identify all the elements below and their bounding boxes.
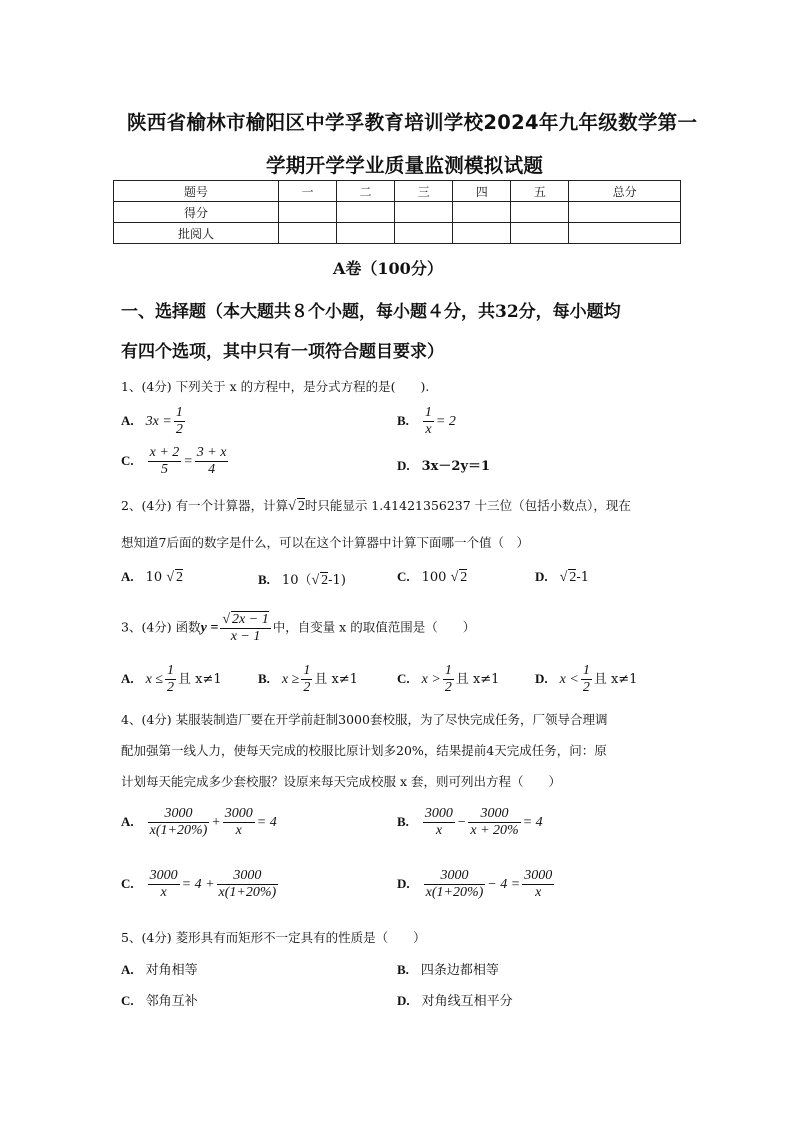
math-text: − (456, 815, 467, 830)
stem-text: 中，自变量 x 的取值范围是（ ） (272, 619, 476, 635)
fraction (581, 663, 592, 696)
option-label: D. (397, 876, 410, 891)
score-cell (279, 202, 337, 223)
math-text: = 4 + (181, 877, 215, 892)
option-label: A. (121, 814, 134, 829)
radicand: 2 (321, 573, 329, 588)
question-2-option-a (121, 569, 183, 586)
option-label: C. (121, 993, 134, 1008)
question-5-stem: 5、(4分) 菱形具有而矩形不一定具有的性质是（ ） (121, 930, 426, 945)
math-text: x ≤ (145, 672, 164, 687)
denominator: x (235, 823, 242, 838)
denominator: x(1+20%) (425, 885, 484, 900)
option-label: B. (397, 814, 409, 829)
fraction (174, 405, 185, 438)
question-4-stem-line-2: 配加强第一线人力，使每天完成的校服比原计划多20%，结果提前4天完成任务，问：原 (121, 743, 607, 758)
option-label: B. (397, 413, 409, 428)
denominator: x (160, 885, 167, 900)
numerator: 3000 (148, 806, 210, 823)
math-text: x ≥ (281, 672, 300, 687)
math-text: x > (421, 672, 441, 687)
fraction (165, 663, 176, 696)
fraction (424, 868, 486, 901)
section-a-heading: A卷（100分） (333, 259, 443, 278)
option-label: C. (397, 569, 410, 584)
numerator: x + 2 (149, 445, 180, 460)
denominator: x (535, 885, 542, 900)
question-1-stem: 1、(4分) 下列关于 x 的方程中，是分式方程的是( ). (121, 379, 430, 394)
question-5-option-d (397, 990, 513, 1009)
option-text: -1) (328, 573, 346, 588)
score-table (113, 180, 681, 244)
math-text: y = (200, 620, 219, 636)
radicand: 2 (460, 570, 468, 585)
score-cell (453, 223, 511, 244)
question-1-option-a (121, 405, 187, 438)
math-text: 3x = (145, 414, 172, 429)
denominator: x − 1 (230, 629, 261, 644)
header-cell: 四 (453, 181, 511, 202)
sqrt-symbol: √ 2 (288, 499, 305, 514)
denominator: 2 (444, 680, 452, 695)
option-label: C. (397, 671, 410, 686)
math-text: = 2 (435, 414, 456, 429)
option-label: A. (121, 962, 134, 977)
stem-text: 3、(4分) 函数 (121, 619, 201, 635)
header-cell: 二 (337, 181, 395, 202)
row-label: 批阅人 (114, 223, 279, 244)
option-label: B. (258, 572, 270, 587)
sqrt-symbol: √ 2 (559, 570, 577, 585)
fraction (148, 868, 180, 901)
score-cell (395, 223, 453, 244)
denominator: x(1+20%) (149, 823, 208, 838)
question-1-option-c (121, 445, 230, 478)
denominator: 2 (175, 422, 183, 437)
fraction (468, 806, 520, 839)
score-cell (395, 202, 453, 223)
question-5-option-c (121, 990, 198, 1009)
denominator: x + 20% (470, 823, 519, 838)
question-2-stem-line-1 (121, 496, 631, 515)
header-cell: 题号 (114, 181, 279, 202)
denominator: x (425, 422, 432, 437)
question-2-stem-line-2: 想知道7后面的数字是什么，可以在这个计算器中计算下面哪一个值（ ） (121, 535, 529, 550)
question-5-option-a (121, 959, 198, 978)
question-4-option-b (397, 806, 543, 839)
option-text: 对角相等 (145, 963, 198, 978)
score-cell (569, 202, 681, 223)
option-label: A. (121, 671, 134, 686)
question-2-option-c (397, 569, 467, 586)
numerator: 3000 (424, 806, 453, 821)
option-text: 邻角互补 (145, 994, 198, 1009)
question-3-option-d (535, 663, 637, 696)
question-1-option-b (397, 405, 456, 438)
score-cell (337, 223, 395, 244)
sqrt-symbol: √ 2 (166, 570, 184, 585)
option-label: D. (397, 993, 410, 1008)
numerator: √ 2x − 1 (222, 612, 269, 627)
question-4-option-a (121, 806, 277, 839)
fraction (217, 868, 279, 901)
math-text: = 4 (522, 815, 543, 830)
denominator: 2 (582, 680, 590, 695)
fraction (301, 663, 312, 696)
score-table-header (114, 181, 681, 202)
numerator: 3000 (224, 806, 253, 821)
fraction (195, 445, 229, 478)
question-2-option-d (535, 569, 589, 586)
stem-text: 2、(4分) 有一个计算器，计算 (121, 498, 289, 513)
option-label: A. (121, 569, 134, 584)
header-cell: 五 (511, 181, 569, 202)
option-label: C. (121, 876, 134, 891)
fraction (223, 806, 255, 839)
question-4-option-c (121, 868, 280, 901)
fraction (148, 445, 182, 478)
question-3-option-c (397, 663, 499, 696)
option-text: 3x－2y＝1 (421, 459, 491, 474)
score-cell (337, 202, 395, 223)
header-cell: 一 (279, 181, 337, 202)
math-text: − 4 = (487, 877, 521, 892)
numerator: 1 (424, 405, 432, 420)
header-cell: 总分 (569, 181, 681, 202)
radicand: 2x − 1 (232, 612, 269, 627)
question-4-stem-line-1: 4、(4分) 某服装制造厂要在开学前赶制3000套校服，为了尽快完成任务，厂领导合理调 (121, 712, 608, 727)
option-text: 且 x≠1 (455, 672, 500, 687)
section-1-heading-line-1: 一、选择题（本大题共８个小题，每小题４分，共32分，每小题均 (121, 302, 621, 322)
fraction (148, 806, 210, 839)
math-text: = (183, 454, 193, 469)
denominator: 5 (160, 462, 168, 477)
fraction (220, 611, 270, 645)
option-text: 且 x≠1 (178, 672, 222, 687)
radicand: 2 (176, 570, 184, 585)
option-label: D. (535, 671, 548, 686)
question-2-option-b (258, 569, 346, 589)
radicand: 2 (569, 570, 577, 585)
stem-text: 时只能显示 1.41421356237 十三位（包括小数点），现在 (304, 498, 631, 513)
question-3-option-b (258, 663, 358, 696)
question-3-option-a (121, 663, 222, 696)
score-row (114, 202, 681, 223)
score-cell (569, 223, 681, 244)
numerator: 1 (175, 405, 183, 420)
option-label: B. (397, 962, 409, 977)
question-4-stem-line-3: 计划每天能完成多少套校服？设原来每天完成校服 x 套，则可列出方程（ ） (121, 774, 561, 789)
option-label: B. (258, 671, 270, 686)
fraction (443, 663, 454, 696)
exam-title-line-2: 学期开学学业质量监测模拟试题 (266, 154, 544, 177)
option-text: -1 (576, 570, 589, 585)
option-text: 四条边都相等 (420, 963, 499, 978)
denominator: 4 (208, 462, 216, 477)
fraction (423, 806, 455, 839)
denominator: 2 (303, 680, 311, 695)
option-text: 10 (145, 570, 163, 585)
sqrt-symbol: √ 2 (311, 573, 329, 588)
numerator: 1 (167, 663, 175, 678)
option-text: 100 (421, 570, 447, 585)
numerator: 1 (582, 663, 590, 678)
denominator: x (435, 823, 443, 838)
numerator: 3000 (468, 806, 520, 823)
option-label: A. (121, 413, 134, 428)
math-text: = 4 (256, 815, 277, 830)
numerator: 3000 (424, 868, 486, 885)
header-cell: 三 (395, 181, 453, 202)
numerator: 3000 (524, 868, 553, 883)
option-text: 且 x≠1 (314, 672, 358, 687)
score-cell (511, 202, 569, 223)
sqrt-symbol: √ 2 (450, 570, 468, 585)
question-3-stem (121, 611, 475, 645)
question-4-option-d (397, 868, 556, 901)
radicand: 2 (297, 499, 305, 514)
section-1-heading-line-2: 有四个选项，其中只有一项符合题目要求） (121, 342, 444, 362)
fraction (522, 868, 554, 901)
numerator: 3000 (149, 868, 178, 883)
reviewer-row (114, 223, 681, 244)
question-5-option-b (397, 959, 499, 978)
exam-title-line-1: 陕西省榆林市榆阳区中学孚教育培训学校2024年九年级数学第一 (127, 111, 698, 134)
option-text: 对角线互相平分 (421, 994, 513, 1009)
math-text: + (211, 815, 221, 830)
option-text: 且 x≠1 (593, 672, 638, 687)
denominator: x(1+20%) (218, 885, 277, 900)
numerator: 1 (444, 663, 452, 678)
score-cell (453, 202, 511, 223)
numerator: 3 + x (196, 445, 227, 460)
option-label: D. (397, 458, 410, 473)
question-1-option-d (397, 455, 490, 474)
option-text: 10（ (281, 573, 312, 588)
score-cell (511, 223, 569, 244)
denominator: 2 (167, 680, 175, 695)
option-label: C. (121, 453, 134, 468)
fraction (423, 405, 434, 438)
row-label: 得分 (114, 202, 279, 223)
option-label: D. (535, 569, 548, 584)
numerator: 1 (303, 663, 311, 678)
score-cell (279, 223, 337, 244)
math-text: x < (559, 672, 579, 687)
numerator: 3000 (217, 868, 279, 885)
